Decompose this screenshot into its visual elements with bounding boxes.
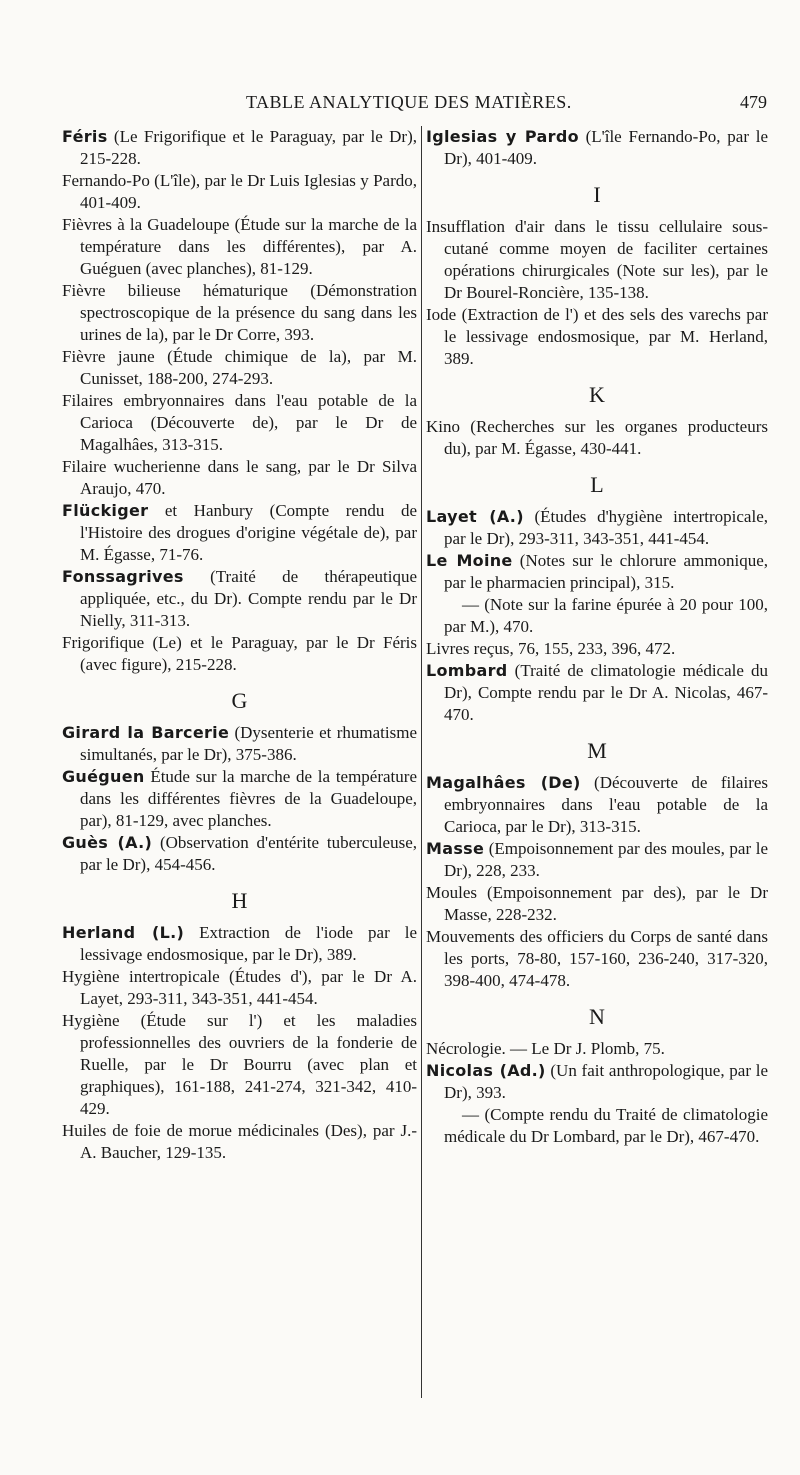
index-entry <box>62 1120 417 1164</box>
entry-text: Mouvements des officiers du Corps de santé dans les ports, 78-80, 157-160, 236-240, 317-320, 398-400, 474-478. <box>426 927 768 990</box>
entry-keyword: Nicolas (Ad.) <box>426 1061 546 1080</box>
entry-text: (L'île Fernando-Po, par le Dr), 401-409. <box>444 127 769 168</box>
section-letter: N <box>589 1004 605 1029</box>
index-entry <box>426 126 768 170</box>
index-entry <box>426 1104 768 1148</box>
entry-text: Insufflation d'air dans le tissu cellulaire sous-cutané comme moyen de faciliter certaines opérations chirurgicales (Note sur les), par le Dr Bourel-Roncière, 135-138. <box>426 217 768 302</box>
entry-keyword: Guéguen <box>62 767 145 786</box>
section-letter: I <box>593 182 601 207</box>
entry-keyword: Le Moine <box>426 551 513 570</box>
index-entry <box>62 766 417 832</box>
entry-keyword: Layet (A.) <box>426 507 524 526</box>
entry-keyword: Guès (A.) <box>62 833 153 852</box>
section-letter: H <box>231 888 248 913</box>
index-entry <box>62 632 417 676</box>
index-entry <box>62 346 417 390</box>
entry-text: Fièvre jaune (Étude chimique de la), par M. Cunisset, 188-200, 274-293. <box>62 347 417 388</box>
entry-keyword: Iglesias y Pardo <box>426 127 579 146</box>
running-title: TABLE ANALYTIQUE DES MATIÈRES. <box>246 92 572 112</box>
entry-text: Nécrologie. — Le Dr J. Plomb, 75. <box>426 1039 665 1058</box>
section-letter: L <box>590 472 604 497</box>
entry-text: Étude sur la marche de la température dans les différentes fièvres de la Guadeloupe, par), 81-129, avec planches. <box>80 767 417 830</box>
entry-text: Livres reçus, 76, 155, 233, 396, 472. <box>426 639 676 658</box>
index-entry <box>426 838 768 882</box>
section-letter: K <box>589 382 605 407</box>
entry-text: Frigorifique (Le) et le Paraguay, par le Dr Féris (avec figure), 215-228. <box>62 633 417 674</box>
index-entry <box>62 922 417 966</box>
entry-text: (Traité de climatologie médicale du Dr), Compte rendu par le Dr A. Nicolas, 467-470. <box>444 661 768 724</box>
index-entry <box>62 214 417 280</box>
index-entry <box>62 456 417 500</box>
index-entry <box>426 216 768 304</box>
running-head <box>0 92 800 114</box>
column-divider <box>421 126 422 1398</box>
entry-text: (Découverte de filaires embryonnaires dans l'eau potable de la Carioca, par le Dr), 313-315. <box>444 773 769 836</box>
entry-text: — (Note sur la farine épurée à 20 pour 100, par M.), 470. <box>444 595 768 636</box>
index-entry <box>426 660 768 726</box>
entry-text: (Observation d'entérite tuberculeuse, par le Dr), 454-456. <box>80 833 417 874</box>
index-entry <box>62 280 417 346</box>
entry-text: (Un fait anthropologique, par le Dr), 393. <box>444 1061 768 1102</box>
entry-keyword: Masse <box>426 839 485 858</box>
entry-text: Fièvres à la Guadeloupe (Étude sur la marche de la température dans les différentes), par A. Guéguen (avec planches), 81-129. <box>62 215 417 278</box>
index-entry <box>62 500 417 566</box>
entry-text: Hygiène (Étude sur l') et les maladies professionnelles des ouvriers de la fonderie de Ruelle, par le Dr Bourru (avec plan et graphiques), 161-188, 241-274, 321-342, 410-429. <box>62 1011 417 1118</box>
page-number: 479 <box>740 92 767 112</box>
entry-text: Huiles de foie de morue médicinales (Des), par J.-A. Baucher, 129-135. <box>62 1121 417 1162</box>
entry-text: Filaire wucherienne dans le sang, par le Dr Silva Araujo, 470. <box>62 457 417 498</box>
entry-text: (Traité de thérapeutique appliquée, etc., du Dr). Compte rendu par le Dr Nielly, 311-313. <box>80 567 417 630</box>
entry-text: (Études d'hygiène intertropicale, par le Dr), 293-311, 343-351, 441-454. <box>444 507 768 548</box>
index-entry <box>62 126 417 170</box>
index-entry <box>426 506 768 550</box>
entry-text: Extraction de l'iode par le lessivage endosmosique, par le Dr), 389. <box>80 923 418 964</box>
entry-keyword: Herland (L.) <box>62 923 185 942</box>
entry-text: Kino (Recherches sur les organes producteurs du), par M. Égasse, 430-441. <box>426 417 768 458</box>
entry-keyword: Fonssagrives <box>62 567 184 586</box>
entry-text: Iode (Extraction de l') et des sels des varechs par le lessivage endosmosique, par M. Herland, 389. <box>426 305 768 368</box>
index-entry <box>62 966 417 1010</box>
index-entry <box>426 416 768 460</box>
index-entry <box>62 390 417 456</box>
entry-keyword: Lombard <box>426 661 508 680</box>
index-entry <box>426 1038 768 1060</box>
index-entry <box>426 926 768 992</box>
index-entry <box>426 772 768 838</box>
entry-keyword: Féris <box>62 127 108 146</box>
index-entry <box>426 550 768 594</box>
entry-text: — (Compte rendu du Traité de climatologie médicale du Dr Lombard, par le Dr), 467-470. <box>444 1105 768 1146</box>
index-entry <box>426 882 768 926</box>
entry-keyword: Girard la Barcerie <box>62 723 230 742</box>
index-entry <box>426 304 768 370</box>
index-entry <box>426 1060 768 1104</box>
section-letter: M <box>587 738 607 763</box>
entry-text: Fernando-Po (L'île), par le Dr Luis Iglesias y Pardo, 401-409. <box>62 171 417 212</box>
section-letter: G <box>231 688 248 713</box>
entry-text: Hygiène intertropicale (Études d'), par le Dr A. Layet, 293-311, 343-351, 441-454. <box>62 967 417 1008</box>
index-entry <box>62 832 417 876</box>
index-column-right <box>426 126 768 1148</box>
entry-text: (Notes sur le chlorure ammonique, par le pharmacien principal), 315. <box>444 551 769 592</box>
index-entry <box>62 170 417 214</box>
entry-text: (Dysenterie et rhumatisme simultanés, par le Dr), 375-386. <box>80 723 418 764</box>
entry-text: Filaires embryonnaires dans l'eau potable de la Carioca (Découverte de), par le Dr de Magalhâes, 313-315. <box>62 391 417 454</box>
index-entry <box>62 1010 417 1120</box>
entry-text: Moules (Empoisonnement par des), par le Dr Masse, 228-232. <box>426 883 768 924</box>
index-entry <box>426 594 768 638</box>
index-entry <box>426 638 768 660</box>
entry-text: (Empoisonnement par des moules, par le Dr), 228, 233. <box>444 839 768 880</box>
entry-keyword: Flückiger <box>62 501 149 520</box>
index-column-left <box>62 126 417 1164</box>
entry-text: (Le Frigorifique et le Paraguay, par le Dr), 215-228. <box>80 127 417 168</box>
entry-text: Fièvre bilieuse hématurique (Démonstration spectroscopique de la présence du sang dans les urines de la), par le Dr Corre, 393. <box>62 281 417 344</box>
entry-keyword: Magalhâes (De) <box>426 773 581 792</box>
index-entry <box>62 722 417 766</box>
index-entry <box>62 566 417 632</box>
entry-text: et Hanbury (Compte rendu de l'Histoire des drogues d'origine végétale de), par M. Égasse, 71-76. <box>80 501 418 564</box>
